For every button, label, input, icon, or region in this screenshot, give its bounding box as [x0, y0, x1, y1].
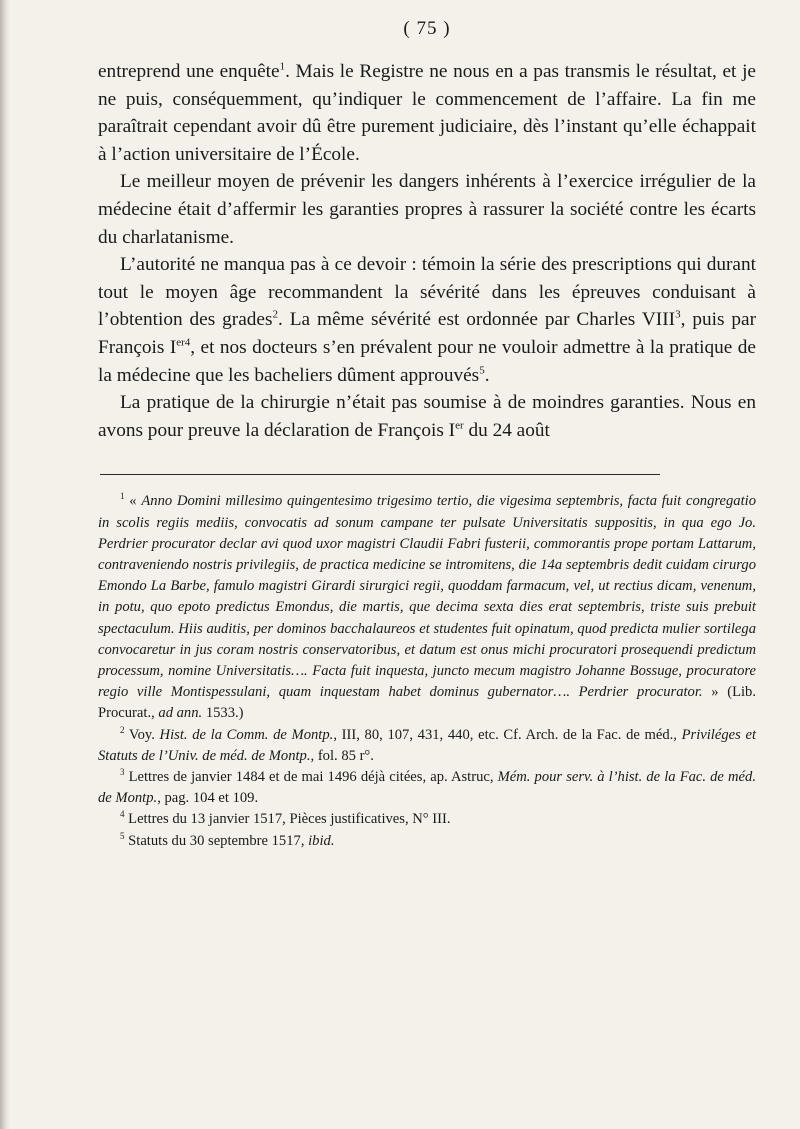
body-text [98, 58, 756, 444]
footnote-4: $^4$ Lettres du 13 janvier 1517, Pièces justificatives, N° III. [120, 809, 451, 828]
superscript-er: er [176, 336, 185, 349]
footnote-ref-2[interactable]: 2 [272, 308, 278, 321]
footnote-1: $^1$ « Anno Domini millesimo quingentesimo trigesimo tertio, die vigesima septembris, facta fuit congregatio in scolis regiis mediis, convocatis ad sonum campane ter pulsate Universitatis suppositis, in qua ego Jo. Perdrier procurator declar avi quod uxor magistri Claudii Fabri fusterii, commorantis prope portam Lattarum, contraveniendo nostris privilegiis, de practica medicine se intromitens, die 14a septembris dedit cuidam cirurgo Emondo La Barbe, famulo magistri Girardi sirurgici regii, quoddam farmacum, vel, ut rectius dicam, venenum, in potu, quo epoto predictus Emondus, die martis, que decima sexta dies erat septembris, triste suis prebuit spectaculum. Hiis auditis, per dominos bacchalaureos et studentes fuit opinatum, quod predicta mulier sortilega convocaretur in jus coram nostris conservatoribus, et datum est onus michi procuratori prosequendi predictum processum, nomine Universitatis…. Facta fuit inquesta, juncto mecum magistro Johanne Bossuge, procuratore regio ville Montispessulani, quam inquestam habet dominus gubernator…. Perdrier procurator. » (Lib. Procurat., ad ann. 1533.) [98, 491, 756, 722]
footnote-ref-1[interactable]: 1 [279, 60, 286, 73]
paragraph-2: Le meilleur moyen de prévenir les dangers inhérents à l’exercice irrégulier de la médecine était d’affermir les garanties propres à rassurer la société contre les écarts du charlatanisme. [98, 171, 756, 248]
footnote-ref-3[interactable]: 3 [675, 308, 681, 321]
footnote-ref-5[interactable]: 5 [479, 364, 485, 377]
footnote-ref-4[interactable]: 4 [184, 336, 191, 349]
footnote-divider [100, 474, 660, 475]
footnote-5: $^5$ Statuts du 30 septembre 1517, ibid. [120, 830, 335, 849]
footnotes [98, 491, 756, 851]
footnote-3: $^3$ Lettres de janvier 1484 et de mai 1496 déjà citées, ap. Astruc, Mém. pour serv. à l’hist. de la Fac. de méd. de Montp., pag. 104 et 109. [98, 767, 756, 807]
book-page [98, 18, 756, 852]
paragraph-3: L’autorité ne manqua pas à ce devoir : témoin la série des prescriptions qui durant tout le moyen âge recommandent la sévérité dans les épreuves conduisant à l’obtention des grades$^2$. La même sévérité est ordonnée par Charles VIII$^3$, puis par François $I^{er4}$, et nos docteurs s’en prévalent pour ne vouloir admettre à la pratique de la médecine que les bacheliers dûment approuvés$^5$. [98, 254, 756, 386]
superscript-er: er [455, 419, 464, 432]
footnote-2: $^2$ Voy. Hist. de la Comm. de Montp., III, 80, 107, 431, 440, etc. Cf. Arch. de la Fac. de méd., Priviléges et Statuts de l’Univ. de méd. de Montp., fol. 85 r°. [98, 724, 756, 764]
page-binding-edge [0, 0, 10, 1129]
paragraph-1: entreprend une enquête$^1$. Mais le Registre ne nous en a pas transmis le résultat, et je ne puis, conséquemment, qu’indiquer le commencement de l’affaire. La fin me paraîtrait cependant avoir dû être purement judiciaire, dès l’instant qu’elle échappait à l’action universitaire de l’École. [98, 60, 756, 165]
page-number: ( 75 ) [403, 18, 451, 39]
paragraph-4: La pratique de la chirurgie n’était pas soumise à de moindres garanties. Nous en avons pour preuve la déclaration de François Ier du 24 août [98, 392, 756, 441]
